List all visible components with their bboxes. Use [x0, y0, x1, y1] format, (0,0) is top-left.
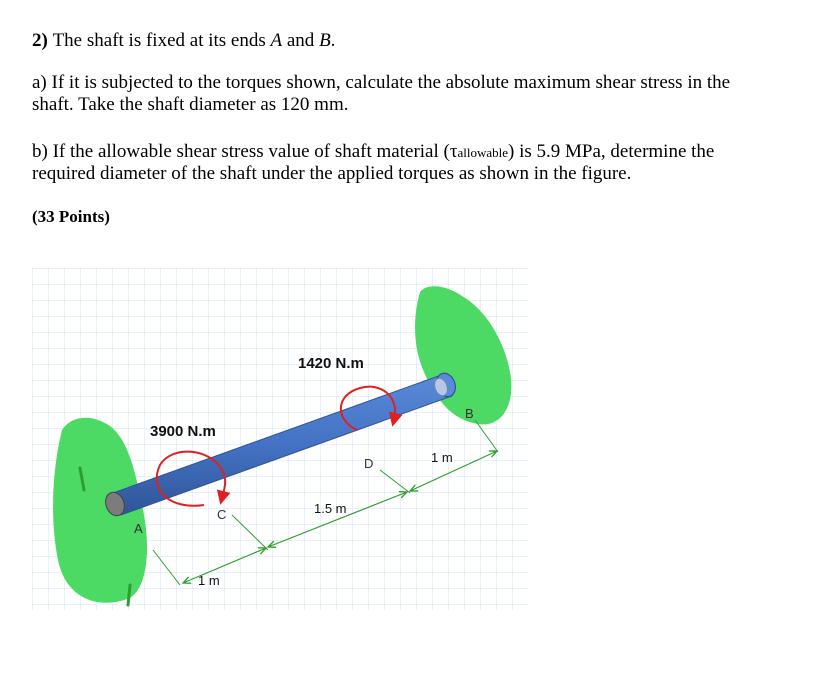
part-b-line-1: b) If the allowable shear stress value of shaft material (τallowable) is 5.9 MPa, determine the	[32, 141, 715, 162]
part-a-line-2: shaft. Take the shaft diameter as 120 mm.	[32, 94, 349, 115]
tau-subscript: allowable	[457, 145, 509, 160]
question-intro: The shaft is fixed at its ends A and B.	[52, 30, 336, 51]
dim-ac-label: 1 m	[198, 573, 220, 588]
label-a: A	[134, 521, 143, 536]
wall-a-mark-bottom	[128, 585, 130, 605]
label-b: B	[465, 406, 474, 421]
dim-db-label: 1 m	[431, 450, 453, 465]
part-b-line-2: required diameter of the shaft under the applied torques as shown in the figure.	[32, 163, 632, 184]
label-d: D	[364, 456, 374, 471]
question-number: 2)	[32, 30, 48, 51]
tau-symbol: τ	[449, 141, 458, 162]
torque-d-label: 1420 N.m	[298, 355, 364, 372]
torque-c-label: 3900 N.m	[150, 423, 216, 440]
part-a-line-1: a) If it is subjected to the torques shown, calculate the absolute maximum shear stress in the	[32, 72, 731, 93]
points-label: (33 Points)	[32, 207, 110, 226]
dim-cd-label: 1.5 m	[314, 501, 347, 516]
label-c: C	[217, 507, 227, 522]
